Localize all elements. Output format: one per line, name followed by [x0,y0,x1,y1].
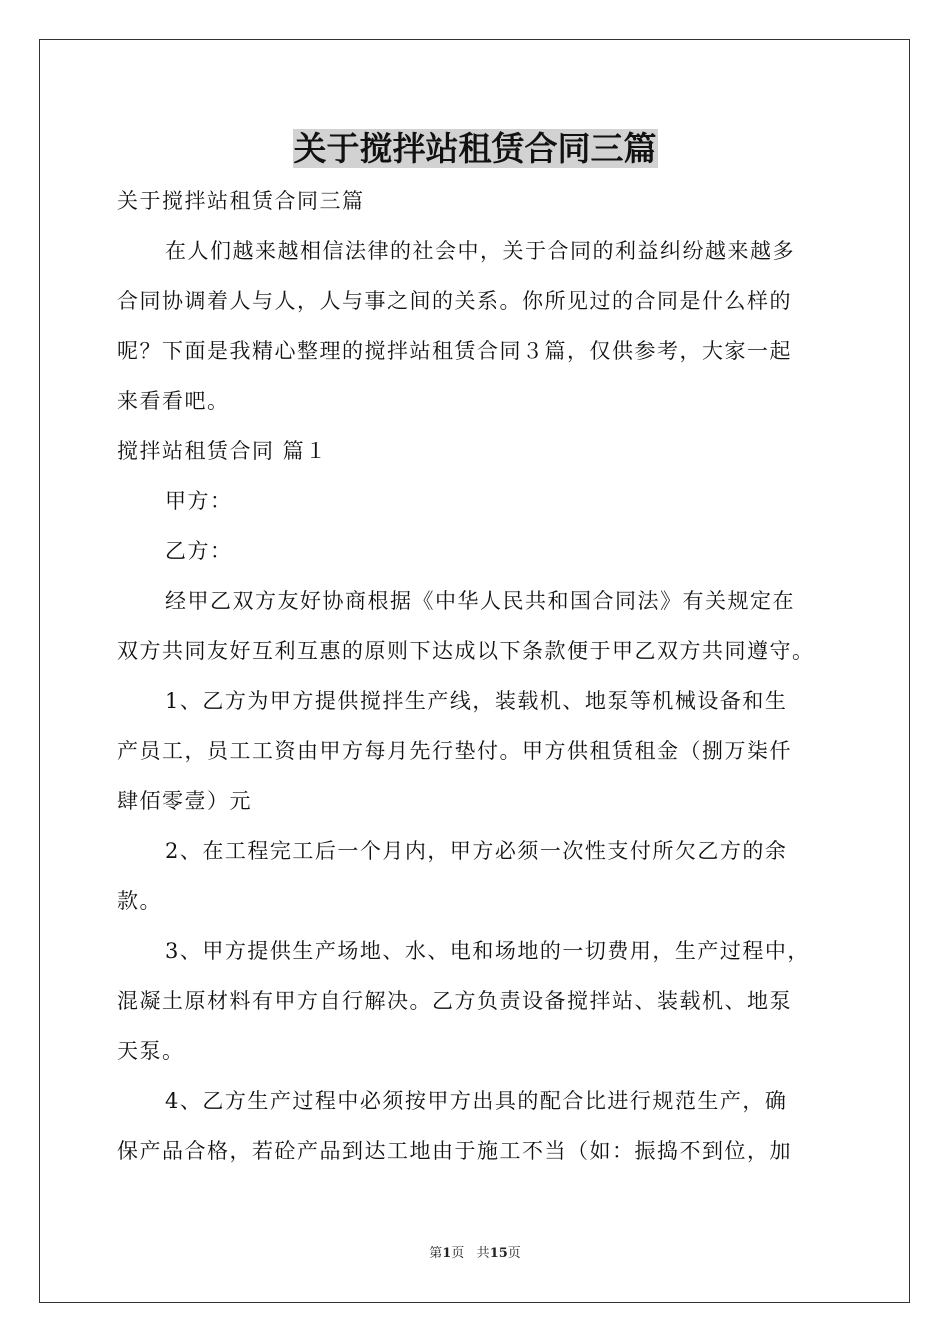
document-title [0,128,950,170]
clause-1-line-3: 肆佰零壹）元 [117,789,252,813]
clause-4-line-1: 4、乙方生产过程中必须按甲方出具的配合比进行规范生产，确 [165,1089,788,1113]
footer-page-prefix: 第 [429,1246,443,1261]
clause-3-line-3: 天泵。 [117,1039,185,1063]
clause-1-line-1: 1、乙方为甲方提供搅拌生产线，装载机、地泵等机械设备和生 [165,689,788,713]
document-title-text: 关于搅拌站租赁合同三篇 [293,129,657,168]
clause-2-line-1: 2、在工程完工后一个月内，甲方必须一次性支付所欠乙方的余 [165,839,788,863]
preamble-line-1: 经甲乙双方友好协商根据《中华人民共和国合同法》有关规定在 [165,589,795,613]
footer-page-number: 1 [442,1246,452,1261]
preamble-line-2: 双方共同友好互利互惠的原则下达成以下条款便于甲乙双方共同遵守。 [117,639,815,663]
footer-page-suffix: 页 [451,1246,465,1261]
body-line-intro-3: 呢？下面是我精心整理的搅拌站租赁合同３篇，仅供参考，大家一起 [117,339,792,363]
party-a-line: 甲方： [165,489,233,513]
clause-4-line-2: 保产品合格，若砼产品到达工地由于施工不当（如：振捣不到位，加 [117,1139,792,1163]
party-b-line: 乙方： [165,539,233,563]
clause-3-line-2: 混凝土原材料有甲方自行解决。乙方负责设备搅拌站、装载机、地泵 [117,989,792,1013]
page-footer [0,1244,950,1264]
body-line-subtitle: 关于搅拌站租赁合同三篇 [117,189,365,213]
footer-total-prefix: 共 [476,1246,490,1261]
document-body [117,176,837,1176]
footer-total-suffix: 页 [507,1246,521,1261]
body-line-intro-4: 来看看吧。 [117,389,230,413]
section-heading-1: 搅拌站租赁合同 篇１ [117,439,328,463]
clause-3-line-1: 3、甲方提供生产场地、水、电和场地的一切费用，生产过程中， [165,939,810,963]
clause-1-line-2: 产员工，员工工资由甲方每月先行垫付。甲方供租赁租金（捌万柒仟 [117,739,792,763]
body-line-intro-2: 合同协调着人与人，人与事之间的关系。你所见过的合同是什么样的 [117,289,792,313]
body-line-intro-1: 在人们越来越相信法律的社会中，关于合同的利益纠纷越来越多 [165,239,795,263]
footer-total-pages: 15 [489,1246,508,1261]
clause-2-line-2: 款。 [117,889,162,913]
